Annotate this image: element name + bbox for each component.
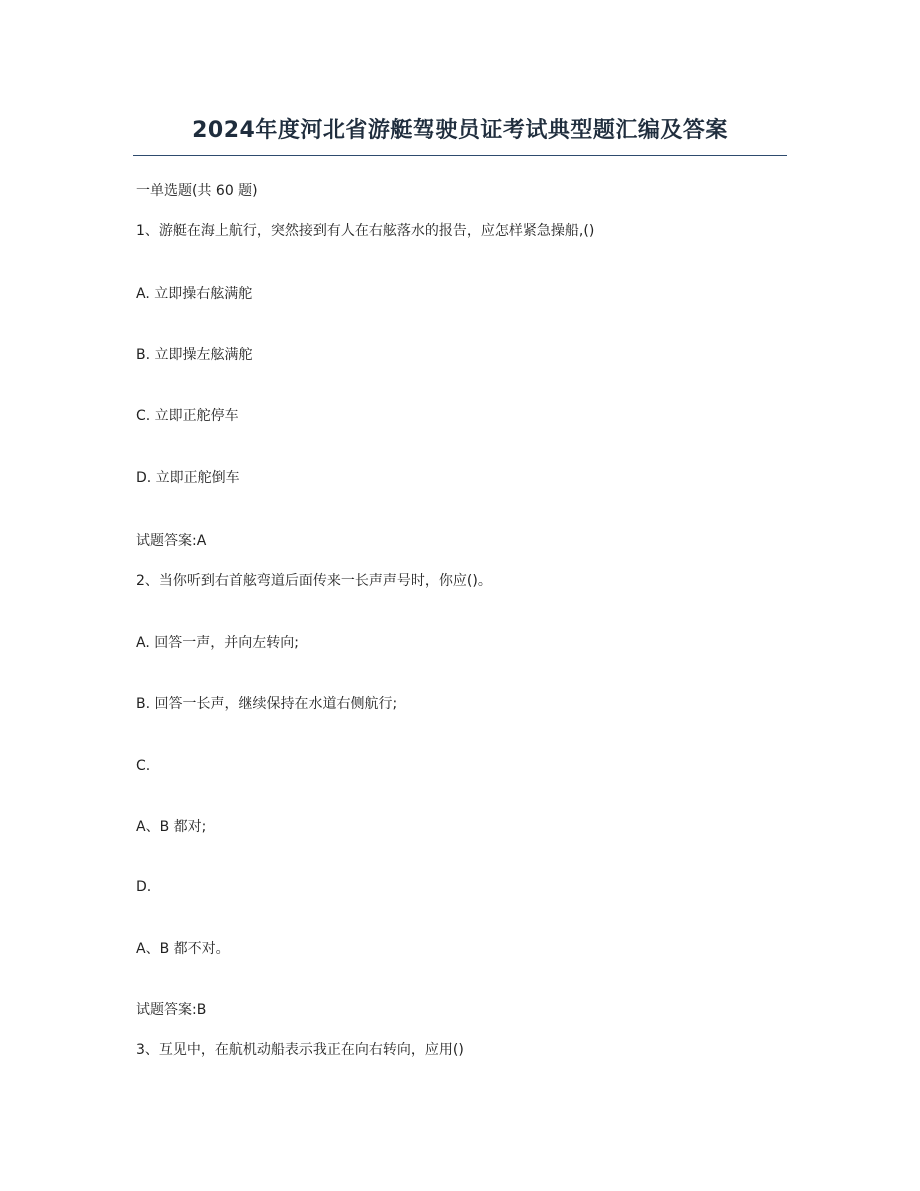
question-3-stem: 3、互见中，在航机动船表示我正在向右转向，应用() bbox=[136, 1042, 464, 1058]
question-1-answer: 试题答案:A bbox=[136, 533, 207, 549]
question-2-option-d-text: A、B 都不对。 bbox=[136, 941, 230, 957]
question-1-stem: 1、游艇在海上航行，突然接到有人在右舷落水的报告，应怎样紧急操船,() bbox=[136, 223, 595, 239]
question-1-option-b: B. 立即操左舷满舵 bbox=[136, 347, 253, 363]
question-2-option-a: A. 回答一声，并向左转向; bbox=[136, 635, 299, 651]
question-1-option-a: A. 立即操右舷满舵 bbox=[136, 286, 253, 302]
question-2-option-c-text: A、B 都对; bbox=[136, 819, 207, 835]
page-title: 2024年度河北省游艇驾驶员证考试典型题汇编及答案 bbox=[192, 118, 728, 143]
question-2-option-b: B. 回答一长声，继续保持在水道右侧航行; bbox=[136, 696, 398, 712]
question-2-answer: 试题答案:B bbox=[136, 1002, 207, 1018]
title-underline bbox=[133, 155, 787, 156]
question-1-option-c: C. 立即正舵停车 bbox=[136, 408, 239, 424]
question-2-option-d-label: D. bbox=[136, 879, 152, 895]
question-2-option-c-label: C. bbox=[136, 758, 151, 774]
question-2-stem: 2、当你听到右首舷弯道后面传来一长声声号时，你应()。 bbox=[136, 573, 492, 589]
question-1-option-d: D. 立即正舵倒车 bbox=[136, 470, 240, 486]
section-header: 一单选题(共 60 题) bbox=[136, 183, 258, 199]
